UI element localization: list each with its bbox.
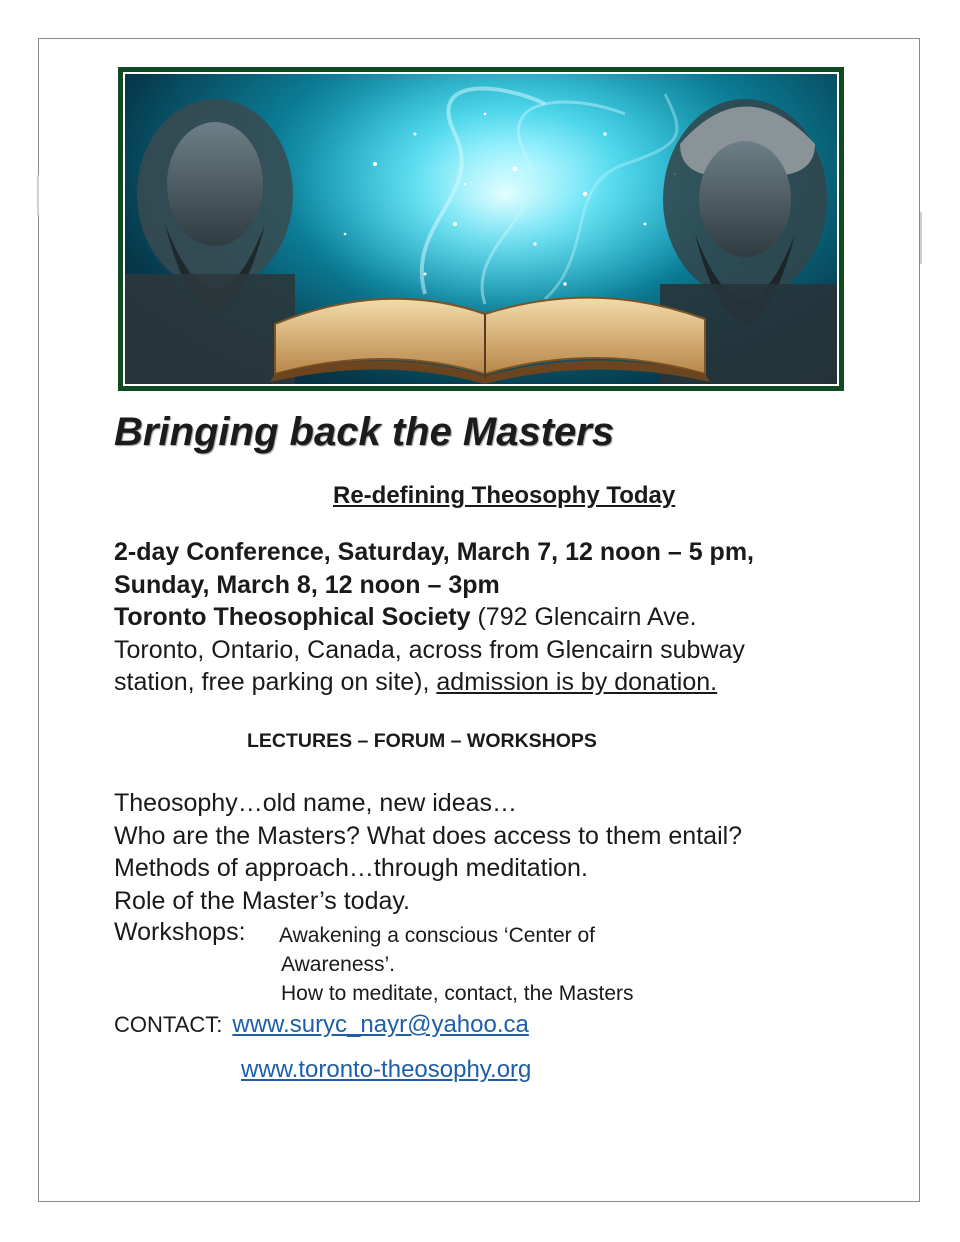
venue-address-line-3 [114, 666, 854, 699]
masters-book-illustration [125, 74, 837, 384]
contact-email-link[interactable]: www.suryc_nayr@yahoo.ca [232, 1011, 529, 1038]
venue-line [114, 601, 854, 634]
topic-item: Who are the Masters? What does access to them entail? [114, 821, 743, 850]
topic-item: Role of the Master’s today. [114, 886, 410, 915]
workshop-item: Awakening a conscious ‘Center of [279, 924, 595, 947]
venue-name: Toronto Theosophical Society [114, 603, 471, 631]
event-date-line-2: Sunday, March 8, 12 noon – 3pm [114, 570, 500, 599]
scan-mark-left [37, 175, 39, 215]
venue-address-2: Toronto, Ontario, Canada, across from Glencairn subway [114, 635, 745, 664]
header-banner [118, 67, 844, 391]
workshop-item: How to meditate, contact, the Masters [281, 982, 634, 1005]
website-link[interactable]: www.toronto-theosophy.org [241, 1056, 532, 1083]
topic-item: Theosophy…old name, new ideas… [114, 789, 518, 817]
workshop-list [279, 921, 634, 1008]
program-tracks: LECTURES – FORUM – WORKSHOPS [247, 730, 597, 752]
venue-address-3: station, free parking on site), [114, 668, 437, 696]
page-title: Bringing back the Masters [114, 410, 615, 454]
workshop-item: Awareness’. [281, 953, 396, 976]
event-details [114, 536, 854, 699]
left-master-portrait [125, 99, 295, 384]
page-subtitle: Re-defining Theosophy Today [333, 482, 676, 509]
workshops-label: Workshops: [114, 918, 246, 946]
website-line [241, 1056, 531, 1084]
admission-note: admission is by donation. [436, 668, 718, 696]
venue-address-1: (792 Glencairn Ave. [470, 603, 697, 631]
contact-line [114, 1010, 529, 1040]
event-date-line-1: 2-day Conference, Saturday, March 7, 12 noon – 5 pm, [114, 538, 755, 566]
banner-image [123, 72, 839, 386]
topic-item: Methods of approach…through meditation. [114, 854, 588, 882]
scan-mark-right [920, 212, 922, 264]
topics-list [114, 787, 742, 917]
contact-label: CONTACT: [114, 1012, 223, 1037]
